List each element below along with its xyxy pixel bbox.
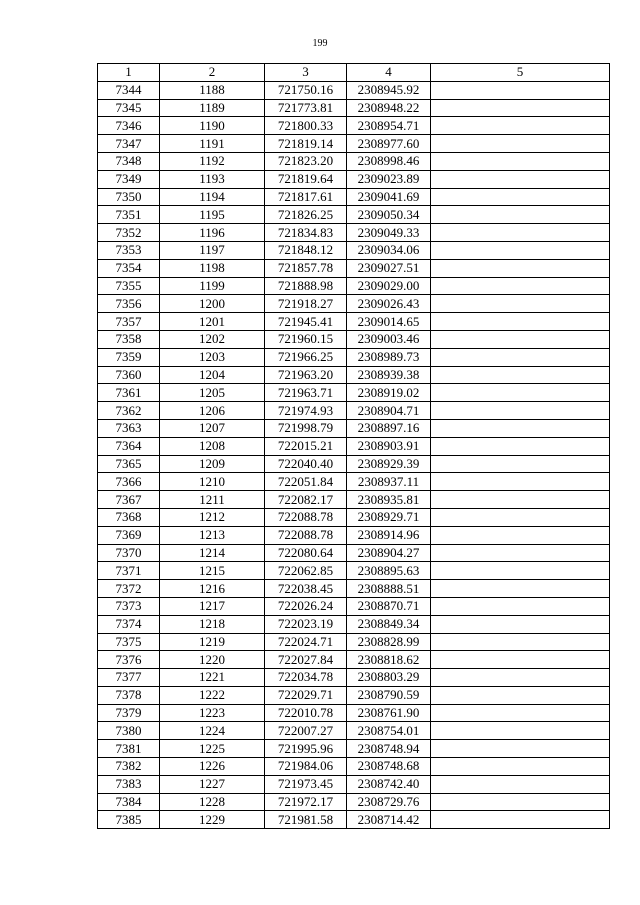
table-cell: 722040.40 [265, 455, 347, 473]
table-row [98, 455, 610, 473]
table-row [98, 740, 610, 758]
table-cell: 7377 [98, 669, 160, 687]
table-cell: 721834.83 [265, 224, 347, 242]
table-cell: 721966.25 [265, 348, 347, 366]
column-header-3: 3 [265, 64, 347, 82]
table-row [98, 722, 610, 740]
table-cell: 7356 [98, 295, 160, 313]
table-row [98, 188, 610, 206]
table-cell: 7346 [98, 117, 160, 135]
table-cell: 2308828.99 [347, 633, 431, 651]
table-cell: 1202 [160, 330, 265, 348]
table-cell: 2308748.68 [347, 758, 431, 776]
table-cell: 722024.71 [265, 633, 347, 651]
table-cell: 2308714.42 [347, 811, 431, 829]
table-cell [431, 491, 610, 509]
table-cell: 1196 [160, 224, 265, 242]
table-row [98, 170, 610, 188]
table-row [98, 259, 610, 277]
column-header-1: 1 [98, 64, 160, 82]
table-cell: 722038.45 [265, 580, 347, 598]
table-cell: 2308729.76 [347, 793, 431, 811]
table-row [98, 811, 610, 829]
table-cell: 7365 [98, 455, 160, 473]
table-cell: 7360 [98, 366, 160, 384]
table-cell: 7374 [98, 615, 160, 633]
table-cell [431, 419, 610, 437]
column-header-2: 2 [160, 64, 265, 82]
table-cell [431, 793, 610, 811]
table-cell [431, 775, 610, 793]
table-cell: 721773.81 [265, 99, 347, 117]
table-cell: 7368 [98, 508, 160, 526]
table-cell: 722082.17 [265, 491, 347, 509]
table-cell [431, 562, 610, 580]
table-row [98, 597, 610, 615]
table-cell: 7384 [98, 793, 160, 811]
table-cell [431, 152, 610, 170]
table-cell: 1189 [160, 99, 265, 117]
table-cell: 2308919.02 [347, 384, 431, 402]
table-header-row [98, 64, 610, 82]
table-cell: 721857.78 [265, 259, 347, 277]
table-cell: 1199 [160, 277, 265, 295]
table-cell: 721995.96 [265, 740, 347, 758]
table-cell: 721981.58 [265, 811, 347, 829]
table-row [98, 313, 610, 331]
table-cell [431, 508, 610, 526]
table-cell: 721823.20 [265, 152, 347, 170]
table-row [98, 99, 610, 117]
table-cell: 1200 [160, 295, 265, 313]
table-cell: 722010.78 [265, 704, 347, 722]
table-row [98, 419, 610, 437]
table-cell [431, 437, 610, 455]
table-cell: 721960.15 [265, 330, 347, 348]
table-cell: 2308748.94 [347, 740, 431, 758]
table-row [98, 508, 610, 526]
table-cell: 1203 [160, 348, 265, 366]
column-header-5: 5 [431, 64, 610, 82]
table-cell: 2308914.96 [347, 526, 431, 544]
table-cell: 1218 [160, 615, 265, 633]
table-row [98, 615, 610, 633]
table-cell: 1213 [160, 526, 265, 544]
table-cell: 7358 [98, 330, 160, 348]
table-cell [431, 758, 610, 776]
table-cell: 1225 [160, 740, 265, 758]
table-cell: 722088.78 [265, 508, 347, 526]
table-cell: 1227 [160, 775, 265, 793]
table-cell: 7363 [98, 419, 160, 437]
table-cell: 721848.12 [265, 241, 347, 259]
table-cell: 7361 [98, 384, 160, 402]
table-cell: 2308989.73 [347, 348, 431, 366]
table-cell: 722015.21 [265, 437, 347, 455]
table-row [98, 526, 610, 544]
table-cell [431, 544, 610, 562]
table-cell: 1191 [160, 135, 265, 153]
table-cell: 1198 [160, 259, 265, 277]
table-row [98, 775, 610, 793]
table-cell: 1212 [160, 508, 265, 526]
table-cell: 722034.78 [265, 669, 347, 687]
table-cell: 2308742.40 [347, 775, 431, 793]
table-cell: 2309034.06 [347, 241, 431, 259]
table-cell: 2308937.11 [347, 473, 431, 491]
table-cell: 1188 [160, 81, 265, 99]
table-row [98, 686, 610, 704]
table-row [98, 366, 610, 384]
table-cell: 2308803.29 [347, 669, 431, 687]
table-cell: 7367 [98, 491, 160, 509]
table-cell: 7344 [98, 81, 160, 99]
table-cell [431, 348, 610, 366]
table-row [98, 241, 610, 259]
table-cell: 721750.16 [265, 81, 347, 99]
table-row [98, 117, 610, 135]
table-cell: 2308939.38 [347, 366, 431, 384]
table-row [98, 402, 610, 420]
table-cell: 722023.19 [265, 615, 347, 633]
table-cell: 1228 [160, 793, 265, 811]
table-cell: 1194 [160, 188, 265, 206]
table-cell [431, 651, 610, 669]
table-cell: 722027.84 [265, 651, 347, 669]
table-cell: 2308904.71 [347, 402, 431, 420]
table-cell: 2308888.51 [347, 580, 431, 598]
table-cell: 721819.14 [265, 135, 347, 153]
table-cell: 2308904.27 [347, 544, 431, 562]
table-cell: 2308761.90 [347, 704, 431, 722]
table-cell: 721800.33 [265, 117, 347, 135]
table-cell: 721963.71 [265, 384, 347, 402]
table-cell [431, 384, 610, 402]
table-cell: 1209 [160, 455, 265, 473]
table-cell: 722051.84 [265, 473, 347, 491]
table-cell [431, 615, 610, 633]
table-cell: 2309041.69 [347, 188, 431, 206]
table-cell: 721963.20 [265, 366, 347, 384]
table-cell: 7379 [98, 704, 160, 722]
table-cell: 7345 [98, 99, 160, 117]
table-cell: 7381 [98, 740, 160, 758]
table-cell: 2309014.65 [347, 313, 431, 331]
table-row [98, 277, 610, 295]
table-cell: 7375 [98, 633, 160, 651]
table-cell: 7351 [98, 206, 160, 224]
table-cell: 7353 [98, 241, 160, 259]
table-cell: 721817.61 [265, 188, 347, 206]
table-cell: 721984.06 [265, 758, 347, 776]
table-cell [431, 455, 610, 473]
table-row [98, 348, 610, 366]
table-cell: 1220 [160, 651, 265, 669]
table-cell: 7352 [98, 224, 160, 242]
table-row [98, 224, 610, 242]
table-row [98, 544, 610, 562]
table-cell [431, 135, 610, 153]
table-cell: 1193 [160, 170, 265, 188]
table-row [98, 793, 610, 811]
table-cell: 1214 [160, 544, 265, 562]
table-cell [431, 633, 610, 651]
table-cell: 7362 [98, 402, 160, 420]
table-cell [431, 224, 610, 242]
table-cell: 7357 [98, 313, 160, 331]
table-cell [431, 295, 610, 313]
table-cell: 7385 [98, 811, 160, 829]
column-header-4: 4 [347, 64, 431, 82]
table-row [98, 758, 610, 776]
table-cell: 7348 [98, 152, 160, 170]
table-row [98, 152, 610, 170]
table-cell: 2308790.59 [347, 686, 431, 704]
table-cell: 2308754.01 [347, 722, 431, 740]
table-cell: 1205 [160, 384, 265, 402]
table-row [98, 580, 610, 598]
table-cell [431, 277, 610, 295]
table-cell [431, 366, 610, 384]
table-cell [431, 722, 610, 740]
table-row [98, 437, 610, 455]
table-cell: 1229 [160, 811, 265, 829]
table-cell: 1207 [160, 419, 265, 437]
table-row [98, 633, 610, 651]
table-cell: 2308945.92 [347, 81, 431, 99]
table-row [98, 384, 610, 402]
table-cell: 1190 [160, 117, 265, 135]
table-cell: 1216 [160, 580, 265, 598]
table-cell: 1217 [160, 597, 265, 615]
table-cell: 722088.78 [265, 526, 347, 544]
table-row [98, 330, 610, 348]
table-cell: 2309027.51 [347, 259, 431, 277]
table-cell: 722080.64 [265, 544, 347, 562]
table-cell: 722007.27 [265, 722, 347, 740]
table-cell [431, 686, 610, 704]
table-cell: 7371 [98, 562, 160, 580]
table-cell: 7370 [98, 544, 160, 562]
table-row [98, 704, 610, 722]
table-cell: 722062.85 [265, 562, 347, 580]
table-row [98, 473, 610, 491]
table-cell [431, 580, 610, 598]
table-cell: 7364 [98, 437, 160, 455]
table-cell: 7382 [98, 758, 160, 776]
table-cell: 2308818.62 [347, 651, 431, 669]
table-cell: 721888.98 [265, 277, 347, 295]
table-cell: 2309026.43 [347, 295, 431, 313]
table-cell: 721945.41 [265, 313, 347, 331]
table-cell [431, 704, 610, 722]
table-cell [431, 473, 610, 491]
table-cell: 2308954.71 [347, 117, 431, 135]
table-cell: 1221 [160, 669, 265, 687]
table-cell: 1208 [160, 437, 265, 455]
table-cell: 7378 [98, 686, 160, 704]
table-cell: 7383 [98, 775, 160, 793]
table-cell: 2309023.89 [347, 170, 431, 188]
table-cell: 7373 [98, 597, 160, 615]
table-cell: 1192 [160, 152, 265, 170]
table-cell: 2308998.46 [347, 152, 431, 170]
table-row [98, 81, 610, 99]
table-cell: 2309003.46 [347, 330, 431, 348]
table-cell [431, 206, 610, 224]
table-cell: 7372 [98, 580, 160, 598]
table-cell: 722026.24 [265, 597, 347, 615]
table-cell: 2308948.22 [347, 99, 431, 117]
table-cell: 7347 [98, 135, 160, 153]
table-cell [431, 99, 610, 117]
table-cell: 7350 [98, 188, 160, 206]
table-cell: 2309050.34 [347, 206, 431, 224]
table-cell: 2308929.71 [347, 508, 431, 526]
table-cell: 1222 [160, 686, 265, 704]
table-cell: 2308895.63 [347, 562, 431, 580]
table-row [98, 135, 610, 153]
table-cell: 1223 [160, 704, 265, 722]
table-cell: 2308935.81 [347, 491, 431, 509]
table-cell: 2308929.39 [347, 455, 431, 473]
table-cell: 1204 [160, 366, 265, 384]
table-cell: 2309049.33 [347, 224, 431, 242]
table-cell: 1195 [160, 206, 265, 224]
table-cell: 1206 [160, 402, 265, 420]
table-cell: 1224 [160, 722, 265, 740]
table-cell: 721973.45 [265, 775, 347, 793]
table-cell [431, 117, 610, 135]
table-cell: 721918.27 [265, 295, 347, 313]
table-row [98, 206, 610, 224]
table-cell: 2308903.91 [347, 437, 431, 455]
table-body [98, 81, 610, 828]
table-cell [431, 81, 610, 99]
table-cell: 2308977.60 [347, 135, 431, 153]
table-cell: 1215 [160, 562, 265, 580]
table-cell: 7369 [98, 526, 160, 544]
table-row [98, 669, 610, 687]
table-cell: 7349 [98, 170, 160, 188]
table-cell: 721972.17 [265, 793, 347, 811]
table-cell: 2309029.00 [347, 277, 431, 295]
table-cell: 721974.93 [265, 402, 347, 420]
table-cell: 1210 [160, 473, 265, 491]
table-cell: 7355 [98, 277, 160, 295]
table-cell: 1201 [160, 313, 265, 331]
table-cell [431, 811, 610, 829]
table-cell: 2308870.71 [347, 597, 431, 615]
table-cell [431, 241, 610, 259]
table-cell: 722029.71 [265, 686, 347, 704]
table-cell [431, 740, 610, 758]
table-cell [431, 526, 610, 544]
table-cell: 2308849.34 [347, 615, 431, 633]
table-cell [431, 188, 610, 206]
table-cell [431, 259, 610, 277]
coordinates-table [97, 63, 610, 829]
table-cell [431, 402, 610, 420]
table-cell [431, 170, 610, 188]
page-number: 199 [312, 38, 328, 49]
table-cell: 7376 [98, 651, 160, 669]
table-cell: 7380 [98, 722, 160, 740]
table-cell: 2308897.16 [347, 419, 431, 437]
table-row [98, 295, 610, 313]
table-row [98, 651, 610, 669]
table-cell: 1226 [160, 758, 265, 776]
table-row [98, 491, 610, 509]
table-row [98, 562, 610, 580]
table-cell: 7354 [98, 259, 160, 277]
table-cell: 1219 [160, 633, 265, 651]
table-cell: 721998.79 [265, 419, 347, 437]
table-cell [431, 330, 610, 348]
table-cell: 1197 [160, 241, 265, 259]
table-cell [431, 669, 610, 687]
table-cell: 721826.25 [265, 206, 347, 224]
table-cell: 7366 [98, 473, 160, 491]
table-cell: 7359 [98, 348, 160, 366]
table-cell [431, 597, 610, 615]
table-cell [431, 313, 610, 331]
table-cell: 721819.64 [265, 170, 347, 188]
table-cell: 1211 [160, 491, 265, 509]
